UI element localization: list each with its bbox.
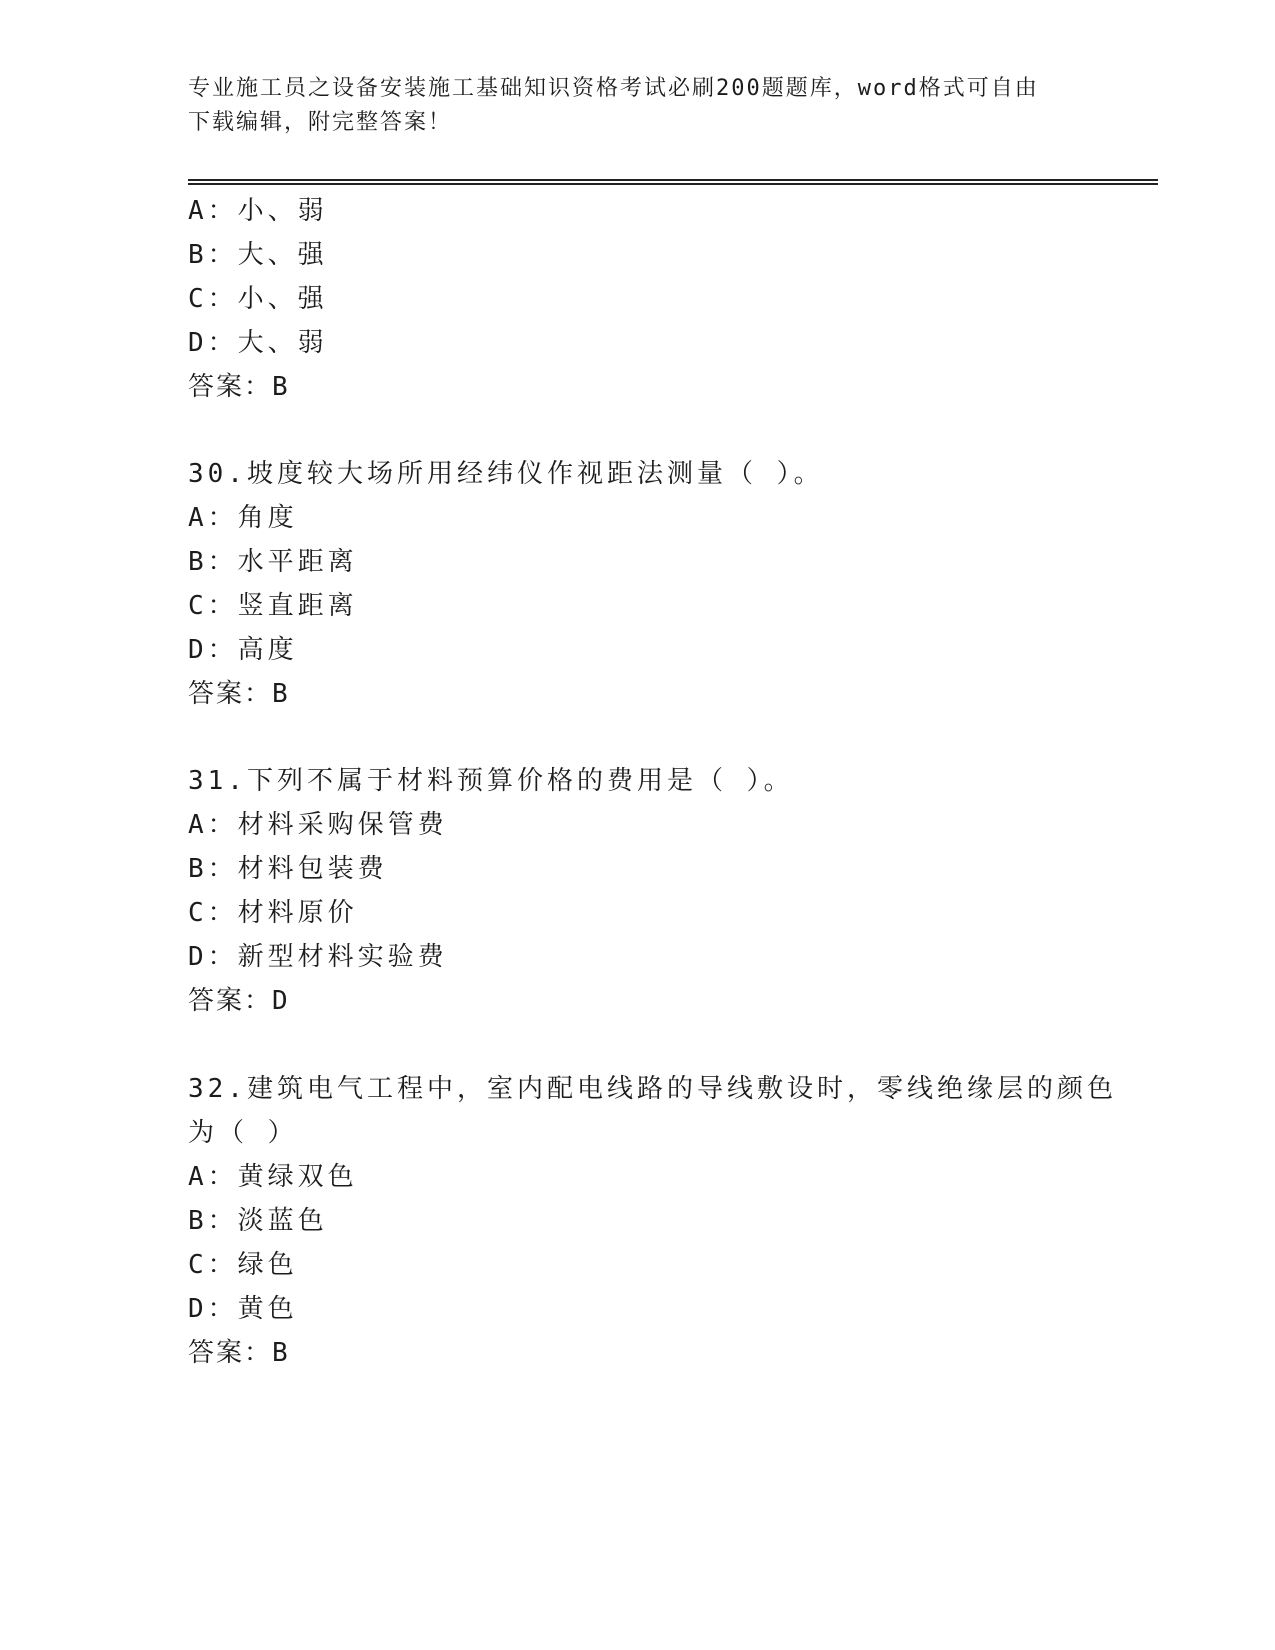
q32-answer: 答案：B <box>188 1338 290 1368</box>
q30-answer: 答案：B <box>188 679 290 709</box>
q31-stem: 31.下列不属于材料预算价格的费用是（ ）。 <box>188 766 794 796</box>
q32-stem-line-1: 32.建筑电气工程中，室内配电线路的导线敷设时，零线绝缘层的颜色 <box>188 1074 1117 1104</box>
q30-option-d: D：高度 <box>188 635 298 665</box>
q29-answer: 答案：B <box>188 372 290 402</box>
q31-option-a: A：材料采购保管费 <box>188 810 448 840</box>
q30-option-a: A：角度 <box>188 503 298 533</box>
q29-option-d: D：大、弱 <box>188 328 328 358</box>
q32-stem-line-2: 为（ ） <box>188 1118 298 1148</box>
document-header <box>188 72 1068 140</box>
q32-option-d: D：黄色 <box>188 1294 298 1324</box>
header-title-line-2: 下载编辑，附完整答案！ <box>188 110 453 135</box>
q29-option-a: A：小、弱 <box>188 196 328 226</box>
q32-option-b: B：淡蓝色 <box>188 1206 328 1236</box>
q29-option-b: B：大、强 <box>188 240 328 270</box>
q30-option-c: C：竖直距离 <box>188 591 358 621</box>
q31-option-b: B：材料包装费 <box>188 854 388 884</box>
q30-stem: 30.坡度较大场所用经纬仪作视距法测量（ ）。 <box>188 459 824 489</box>
q32-option-c: C：绿色 <box>188 1250 298 1280</box>
q29-option-c: C：小、强 <box>188 284 328 314</box>
q30-option-b: B：水平距离 <box>188 547 358 577</box>
q31-answer: 答案：D <box>188 986 290 1016</box>
header-divider-top <box>188 179 1158 181</box>
q31-option-d: D：新型材料实验费 <box>188 942 448 972</box>
header-divider-bottom <box>188 183 1158 185</box>
header-title-line-1: 专业施工员之设备安装施工基础知识资格考试必刷200题题库，word格式可自由 <box>188 76 1039 101</box>
q32-option-a: A：黄绿双色 <box>188 1162 358 1192</box>
q31-option-c: C：材料原价 <box>188 898 358 928</box>
